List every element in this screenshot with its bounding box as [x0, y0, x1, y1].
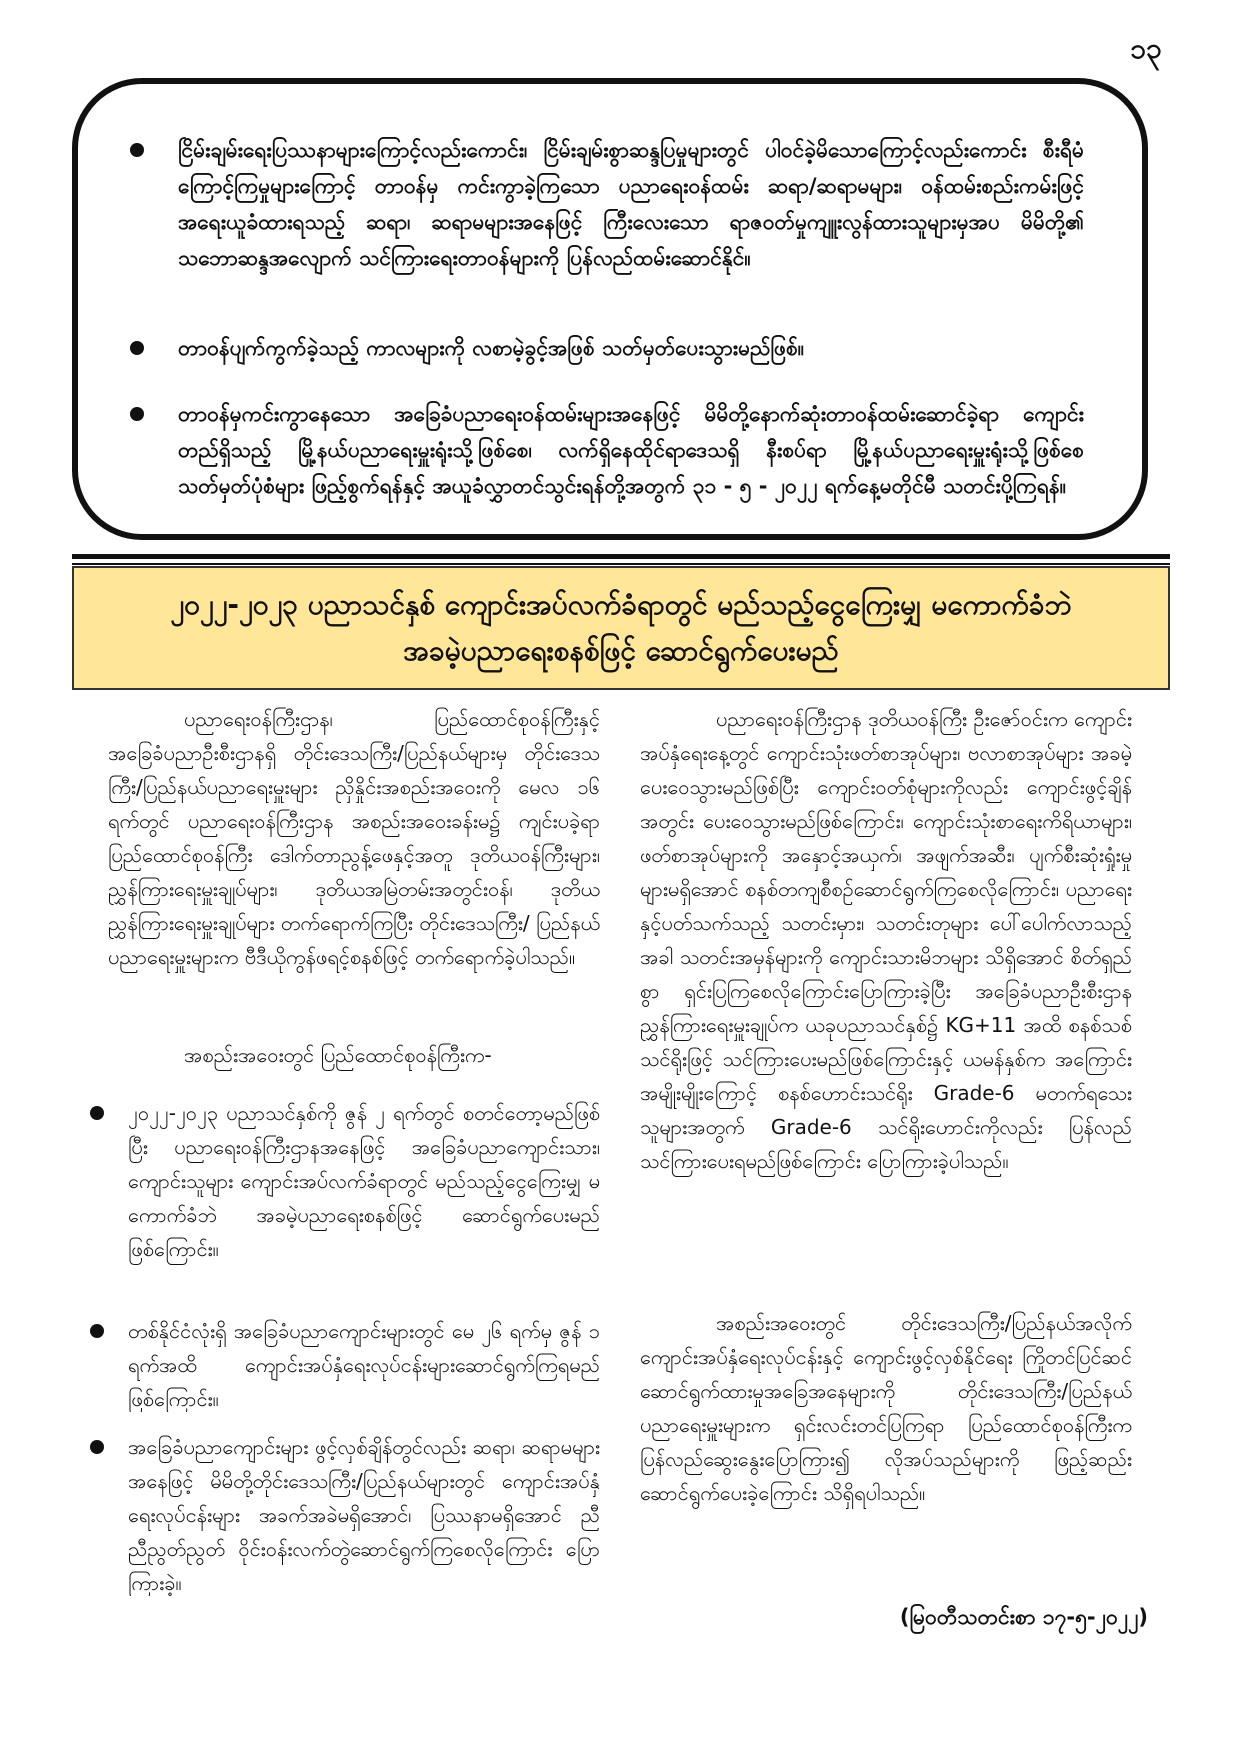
article-paragraph: ပညာရေးဝန်ကြီးဌာန၊ ပြည်ထောင်စုဝန်ကြီးနှင့် အခြေခံပညာဦးစီးဌာနရှိ တိုင်းဒေသကြီး/ပြည်နယ်များမှ တိုင်းဒေသကြီး/ပြည်နယ်ပညာရေးမှူးများ ညှိနှိုင်းအစည်းအဝေးကို မေလ ၁၆ ရက်တွင် ပညာရေးဝန်ကြီးဌာန အစည်းအဝေးခန်းမ၌ ကျင်းပခဲ့ရာ ပြည်ထောင်စုဝန်ကြီး ဒေါက်တာညွန့်ဖေနှင့်အတူ ဒုတိယဝန်ကြီးများ၊ ညွှန်ကြားရေးမှူးချုပ်များ၊ ဒုတိယအမြဲတမ်းအတွင်းဝန်၊ ဒုတိယညွှန်ကြားရေးမှူးချုပ်များ တက်ရောက်ကြပြီး တိုင်းဒေသကြီး/ ပြည်နယ် ပညာရေးမှူးများက ဗီဒီယိုကွန်ဖရင့်စနစ်ဖြင့် တက်ရောက်ခဲ့ပါသည်။: [108, 707, 600, 969]
notice-item-text: ငြိမ်းချမ်းရေးပြဿနာများကြောင့်လည်းကောင်း၊ ငြိမ်းချမ်းစွာဆန္ဒပြမှုများတွင် ပါဝင်ခဲ့မိသောကြောင့်လည်းကောင်း စီးရီမံကြောင့်ကြမှုများကြောင့် တာဝန်မှ ကင်းကွာခဲ့ကြသော ပညာရေးဝန်ထမ်း ဆရာ/ဆရာမများ၊ ဝန်ထမ်းစည်းကမ်းဖြင့် အရေးယူခံထားရသည့် ဆရာ၊ ဆရာမများအနေဖြင့် ကြီးလေးသော ရာဇဝတ်မှုကျူးလွန်ထားသူများမှအပ မိမိတို့၏ သဘောဆန္ဒအလျောက် သင်ကြားရေးတာဝန်များကို ပြန်လည်ထမ်းဆောင်နိုင်။: [178, 138, 1084, 270]
notice-item-text: တာဝန်ပျက်ကွက်ခဲ့သည့် ကာလများကို လစာမဲ့ခွင့်အဖြစ် သတ်မှတ်ပေးသွားမည်ဖြစ်။: [178, 336, 805, 360]
source-credit: (မြဝတီသတင်းစာ ၁၇-၅-၂၀၂၂): [899, 1605, 1148, 1629]
bullet-icon: [90, 1106, 104, 1120]
headline-line-2: အခမဲ့ပညာရေးစနစ်ဖြင့် ဆောင်ရွက်ပေးမည်: [403, 634, 839, 667]
notice-item: [126, 132, 1084, 314]
notice-box: [72, 78, 1148, 540]
headline-box: [72, 566, 1170, 690]
article-paragraph: အစည်းအဝေးတွင် တိုင်းဒေသကြီး/ပြည်နယ်အလိုက် ကျောင်းအပ်နှံရေးလုပ်ငန်းနှင့် ကျောင်းဖွင့်လှစ်နိုင်ရေး ကြိုတင်ပြင်ဆင်ဆောင်ရွက်ထားမှုအခြေအနေများကို တိုင်းဒေသကြီး/ပြည်နယ်ပညာရေးမှူးများက ရှင်းလင်းတင်ပြကြရာ ပြည်ထောင်စုဝန်ကြီးက ပြန်လည်ဆွေးနွေးပြောကြား၍ လိုအပ်သည်များကို ဖြည့်ဆည်းဆောင်ရွက်ပေးခဲ့ကြောင်း သိရှိရပါသည်။: [640, 1311, 1132, 1505]
section-divider-thin: [72, 563, 1170, 565]
article-paragraph: အစည်းအဝေးတွင် ပြည်ထောင်စုဝန်ကြီးက-: [184, 1043, 492, 1067]
article-bullet-text: တစ်နိုင်ငံလုံးရှိ အခြေခံပညာကျောင်းများတွင် မေ ၂၆ ရက်မှ ဇွန် ၁ ရက်အထိ ကျောင်းအပ်နှံရေးလုပ်ငန်းများဆောင်ရွက်ကြရမည်ဖြစ်ကြောင်း။: [128, 1319, 600, 1411]
section-divider: [72, 554, 1170, 559]
article-left-column: [108, 702, 600, 1614]
notice-item: [126, 330, 1084, 380]
bullet-icon: [90, 1324, 104, 1338]
bullet-icon: [130, 341, 144, 355]
bullet-icon: [90, 1440, 104, 1454]
article-bullet: [88, 1314, 600, 1412]
article-paragraph: ပညာရေးဝန်ကြီးဌာန ဒုတိယဝန်ကြီး ဦးဇော်ဝင်းက ကျောင်းအပ်နှံရေးနေ့တွင် ကျောင်းသုံးဖတ်စာအုပ်များ၊ ဗလာစာအုပ်များ အခမဲ့ပေးဝေသွားမည်ဖြစ်ပြီး ကျောင်းဝတ်စုံများကိုလည်း ကျောင်းဖွင့်ချိန်အတွင်း ပေးဝေသွားမည်ဖြစ်ကြောင်း၊ ကျောင်းသုံးစာရေးကိရိယာများ၊ ဖတ်စာအုပ်များကို အနှောင့်အယှက်၊ အဖျက်အဆီး၊ ပျက်စီးဆုံးရှုံးမှုများမရှိအောင် စနစ်တကျစီစဉ်ဆောင်ရွက်ကြစေလိုကြောင်း၊ ပညာရေးနှင့်ပတ်သက်သည့် သတင်းမှား၊ သတင်းတုများ ပေါ်ပေါက်လာသည့်အခါ သတင်းအမှန်များကို ကျောင်းသားမိဘများ သိရှိအောင် စိတ်ရှည်စွာ ရှင်းပြကြစေလိုကြောင်းပြောကြားခဲ့ပြီး အခြေခံပညာဦးစီးဌာန ညွှန်ကြားရေးမှူးချုပ်က ယခုပညာသင်နှစ်၌ KG+11 အထိ စနစ်သစ်သင်ရိုးဖြင့် သင်ကြားပေးမည်ဖြစ်ကြောင်းနှင့် ယမန်နှစ်က အကြောင်းအမျိုးမျိုးကြောင့် စနစ်ဟောင်းသင်ရိုး Grade-6 မတက်ရသေးသူများအတွက် Grade-6 သင်ရိုးဟောင်းကိုလည်း ပြန်လည်သင်ကြားပေးရမည်ဖြစ်ကြောင်း ပြောကြားခဲ့ပါသည်။: [640, 707, 1132, 1173]
notice-item-text: တာဝန်မှကင်းကွာနေသော အခြေခံပညာရေးဝန်ထမ်းများအနေဖြင့် မိမိတို့နောက်ဆုံးတာဝန်ထမ်းဆောင်ခဲ့ရာ ကျောင်းတည်ရှိသည့် မြို့နယ်ပညာရေးမှူးရုံးသို့ဖြစ်စေ၊ လက်ရှိနေထိုင်ရာဒေသရှိ နီးစပ်ရာ မြို့နယ်ပညာရေးမှူးရုံးသို့ဖြစ်စေ သတ်မှတ်ပုံစံများ ဖြည့်စွက်ရန်နှင့် အယူခံလွှာတင်သွင်းရန်တို့အတွက် ၃၁ - ၅ - ၂၀၂၂ ရက်နေ့မတိုင်မီ သတင်းပို့ကြရန်။: [178, 402, 1084, 498]
article-bullet-text: ၂၀၂၂-၂၀၂၃ ပညာသင်နှစ်ကို ဇွန် ၂ ရက်တွင် စတင်တော့မည်ဖြစ်ပြီး ပညာရေးဝန်ကြီးဌာနအနေဖြင့် အခြေခံပညာကျောင်းသား၊ ကျောင်းသူများ ကျောင်းအပ်လက်ခံရာတွင် မည်သည့်ငွေကြေးမျှ မကောက်ခံဘဲ အခမဲ့ပညာရေးစနစ်ဖြင့် ဆောင်ရွက်ပေးမည်ဖြစ်ကြောင်း။: [128, 1101, 600, 1261]
article-bullet-text: အခြေခံပညာကျောင်းများ ဖွင့်လှစ်ချိန်တွင်လည်း ဆရာ၊ ဆရာမများအနေဖြင့် မိမိတို့တိုင်းဒေသကြီး/ပြည်နယ်များတွင် ကျောင်းအပ်နှံရေးလုပ်ငန်းများ အခက်အခဲမရှိအောင်၊ ပြဿနာမရှိအောင် ညီညီညွတ်ညွတ် ဝိုင်းဝန်းလက်တွဲဆောင်ရွက်ကြစေလိုကြောင်း ပြောကြားခဲ့။: [128, 1435, 600, 1595]
page-number: ၁၃: [1130, 32, 1162, 65]
notice-item: [126, 396, 1084, 506]
article-bullet: [88, 1096, 600, 1296]
article-right-column: [640, 702, 1132, 1574]
article-bullet: [88, 1430, 600, 1596]
bullet-icon: [130, 143, 144, 157]
headline-line-1: ၂၀၂၂-၂၀၂၃ ပညာသင်နှစ် ကျောင်းအပ်လက်ခံရာတွင် မည်သည့်ငွေကြေးမျှ မကောက်ခံဘဲ: [170, 588, 1072, 621]
bullet-icon: [130, 407, 144, 421]
